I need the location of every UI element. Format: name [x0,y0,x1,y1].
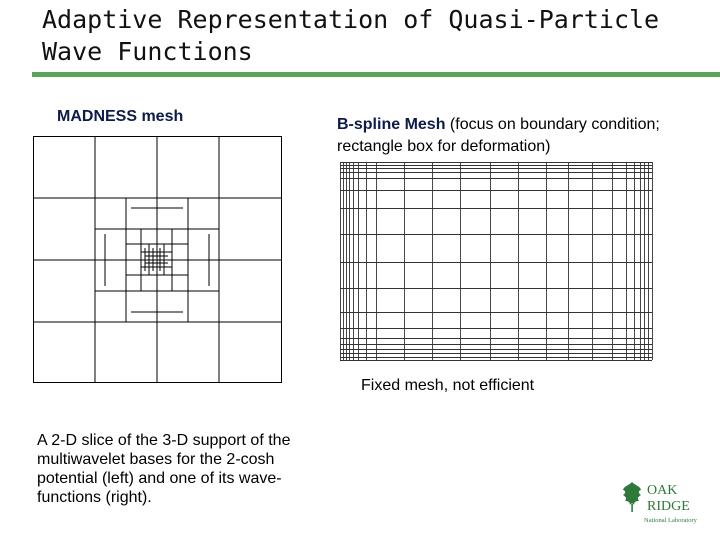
madness-mesh-label: MADNESS mesh [57,108,184,125]
bspline-label-bold: B-spline Mesh [337,116,446,133]
bspline-caption: Fixed mesh, not efficient [361,377,535,394]
bspline-label-rest: (focus on boundary condition; rectangle box for deformation) [337,116,660,155]
figure-caption: A 2-D slice of the 3-D support of the multiwavelet bases for the 2-cosh potential (left) and one of its wave-functions (right). [37,432,291,506]
madness-mesh-figure [33,136,283,384]
oak-leaf-icon [623,482,641,512]
bspline-mesh-label [337,114,717,158]
slide-title: Adaptive Representation of Quasi-Particle Wave Functions [42,5,660,66]
logo-line1: OAK [647,483,678,498]
title-underline [32,72,720,77]
logo-line3: National Laboratory [644,517,697,524]
bspline-mesh-figure [340,162,654,362]
oak-ridge-logo [618,478,714,534]
logo-line2: RIDGE [647,499,690,514]
